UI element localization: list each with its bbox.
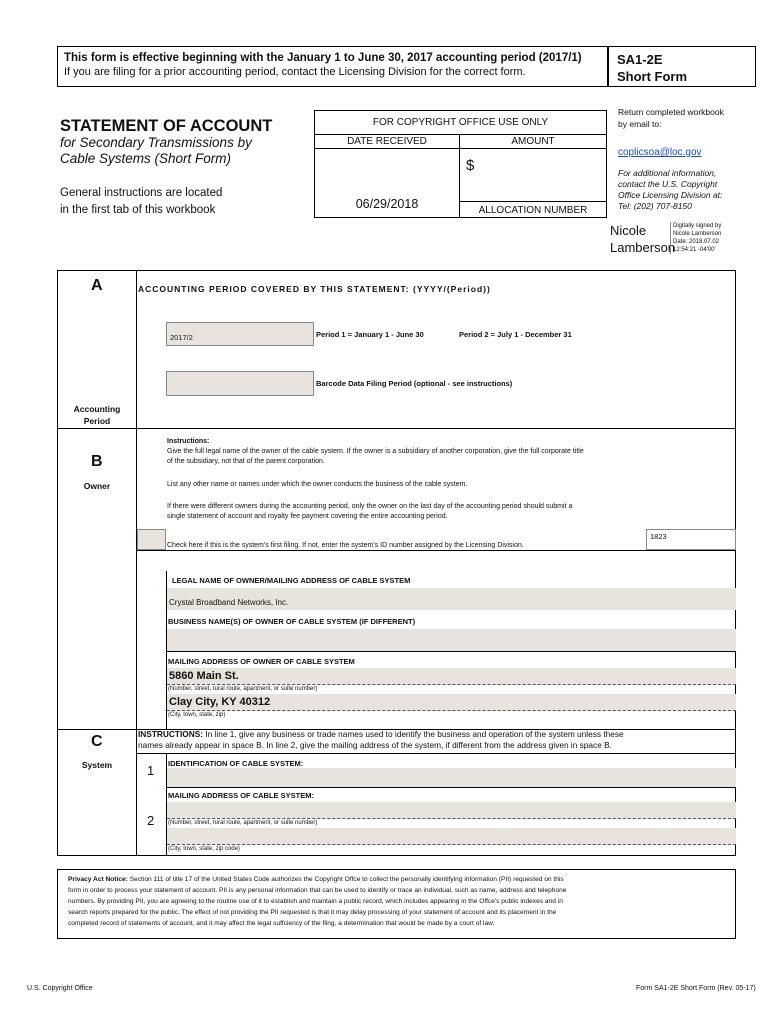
sig-d2: Nicole Lamberson xyxy=(673,231,722,237)
date-received-value: 06/29/2018 xyxy=(355,197,419,211)
privacy-notice xyxy=(57,869,736,939)
section-b-letter: B xyxy=(91,453,103,470)
main-form-frame xyxy=(57,270,736,856)
period-value: 2017/2 xyxy=(170,333,193,342)
instr-rest: In line 1, give any business or trade names used to identify the business and operation of the system unless these xyxy=(203,729,624,739)
identification-input[interactable] xyxy=(167,768,736,787)
addl-line3: Office Licensing Division at: xyxy=(618,190,723,200)
acct-label2: Period xyxy=(83,416,111,426)
effective-line: This form is effective beginning with the January 1 to June 30, 2017 accounting period (2017/1) xyxy=(64,52,582,64)
form-code: SA1-2E xyxy=(617,52,663,67)
left-column-divider xyxy=(136,271,137,856)
first-filing-checkbox[interactable] xyxy=(137,529,166,550)
section-c-label: System xyxy=(81,760,113,770)
section-b-label: Owner xyxy=(83,481,111,491)
page-title: STATEMENT OF ACCOUNT xyxy=(60,117,273,135)
mailing-address-label: MAILING ADDRESS OF OWNER OF CABLE SYSTEM xyxy=(168,657,355,666)
barcode-label: Barcode Data Filing Period (optional - see instructions) xyxy=(316,379,513,388)
business-name-input[interactable] xyxy=(167,629,736,651)
system-city-hint: (City, town, state, zip code) xyxy=(168,846,240,852)
instr-bold: INSTRUCTIONS: xyxy=(138,729,203,739)
page-subtitle xyxy=(60,135,310,167)
signature-details xyxy=(670,222,721,254)
street-hint: (Number, street, rural route, apartment, or suite number) xyxy=(168,686,318,692)
section-a-heading: ACCOUNTING PERIOD COVERED BY THIS STATEMENT: (YYYY/(Period)) xyxy=(138,284,491,294)
subtitle-line1: for Secondary Transmissions by xyxy=(60,135,252,150)
section-a-letter: A xyxy=(91,277,103,294)
street-value: 5860 Main St. xyxy=(169,670,239,682)
date-received-cell xyxy=(315,135,460,218)
return-line1: Return completed workbook xyxy=(618,107,724,117)
date-received-label: DATE RECEIVED xyxy=(315,135,459,149)
section-a-bottom xyxy=(58,428,736,429)
return-info xyxy=(618,106,758,130)
signature-first: Nicole xyxy=(610,223,647,238)
owner-instructions xyxy=(167,437,727,522)
system-city-input[interactable] xyxy=(167,828,736,845)
acct-label1: Accounting xyxy=(73,404,121,414)
section-c-letter: C xyxy=(91,733,103,750)
identification-label: IDENTIFICATION OF CABLE SYSTEM: xyxy=(168,759,304,768)
subtitle-line2: Cable Systems (Short Form) xyxy=(60,151,232,166)
instr5: single statement of account and royalty fee payment covering the entire accounting period. xyxy=(167,513,448,520)
gen-line1: General instructions are located xyxy=(60,187,223,199)
section-a-label xyxy=(58,403,136,427)
system-street-hint: (Number, street, rural route, apartment, or suite number) xyxy=(168,820,318,826)
street-input[interactable] xyxy=(167,668,736,685)
instr-line2: names already appear in space B. In line 2, give the mailing address of the system, if different from the address given in space B. xyxy=(138,740,612,750)
footer-left: U.S. Copyright Office xyxy=(27,985,93,992)
sig-d4: 12:54:21 -04'00' xyxy=(673,247,716,253)
instr1: Give the full legal name of the owner of the cable system. If the owner is a subsidiary of another corporation, give the full corporate title xyxy=(167,448,584,455)
period2-note: Period 2 = July 1 - December 31 xyxy=(459,330,572,339)
signature-name xyxy=(610,222,675,256)
instr2: of the subsidiary, not that of the parent corporation. xyxy=(167,458,325,465)
privacy-l1: Section 111 of title 17 of the United States Code authorizes the Copyright Offce to collect the personally identifying information (PII) requested on this xyxy=(127,876,564,883)
privacy-l4: search reports prepared for the public. The effect of not providing the PII requested is that it may delay processing of your statement of account and its placement in the xyxy=(68,909,557,916)
business-name-label: BUSINESS NAME(S) OF OWNER OF CABLE SYSTEM (IF DIFFERENT) xyxy=(168,617,416,626)
office-use-heading: FOR COPYRIGHT OFFICE USE ONLY xyxy=(315,111,606,135)
system-id-value: 1823 xyxy=(650,532,667,541)
barcode-input[interactable] xyxy=(166,371,314,396)
city-input[interactable] xyxy=(167,694,736,711)
legal-name-value: Crystal Broadband Networks, Inc. xyxy=(169,598,289,607)
b-divider-1 xyxy=(137,550,736,551)
office-use-box xyxy=(314,110,607,218)
privacy-bold: Privacy Act Notice: xyxy=(68,876,128,883)
system-mailing-label: MAILING ADDRESS OF CABLE SYSTEM: xyxy=(168,791,314,800)
legal-name-label: LEGAL NAME OF OWNER/MAILING ADDRESS OF CABLE SYSTEM xyxy=(172,576,411,585)
instr-head: Instructions: xyxy=(167,438,210,445)
effective-notice xyxy=(57,46,608,87)
b-divider-2 xyxy=(167,651,736,652)
system-street-input[interactable] xyxy=(167,802,736,819)
period-input[interactable] xyxy=(166,322,314,346)
email-link[interactable]: coplicsoa@loc.gov xyxy=(618,147,702,158)
legal-name-input[interactable] xyxy=(167,588,736,610)
sig-d3: Date: 2018.07.02 xyxy=(673,239,720,245)
additional-info xyxy=(618,168,758,212)
c-divider-1 xyxy=(137,753,736,754)
city-value: Clay City, KY 40312 xyxy=(169,696,271,708)
return-line2: by email to: xyxy=(618,119,662,129)
general-instructions-note xyxy=(60,185,222,219)
privacy-l3: numbers. By providing PII, you are agreeing to the routine use of it to establish and maintain a public record, which includes appearing in the Offce's public indexes and in xyxy=(68,898,563,905)
amount-label: AMOUNT xyxy=(460,135,606,149)
instr4: If there were different owners during the accounting period, only the owner on the last day of the accounting period should submit a xyxy=(167,503,573,510)
gen-line2: in the first tab of this workbook xyxy=(60,204,216,216)
c-divider-2 xyxy=(167,787,736,788)
addl-line1: For additional information, xyxy=(618,168,717,178)
signature-last: Lamberson xyxy=(610,240,676,255)
addl-line4: Tel: (202) 707-8150 xyxy=(618,201,692,211)
allocation-number-label: ALLOCATION NUMBER xyxy=(460,201,606,218)
prior-period-line: If you are filing for a prior accounting period, contact the Licensing Division for the correct form. xyxy=(64,66,526,78)
first-filing-label: Check here if this is the system's first filing. If not, enter the system's ID number assigned by the Licensing Division. xyxy=(167,542,524,549)
line2-number: 2 xyxy=(147,813,155,828)
sig-d1: Digitally signed by xyxy=(673,223,722,229)
system-instructions xyxy=(138,729,733,751)
system-id-input[interactable] xyxy=(646,529,736,550)
line1-number: 1 xyxy=(147,763,155,778)
footer-right: Form SA1-2E Short Form (Rev. 05-17) xyxy=(636,985,756,992)
period1-note: Period 1 = January 1 - June 30 xyxy=(316,330,424,339)
addl-line2: contact the U.S. Copyright xyxy=(618,179,718,189)
instr3: List any other name or names under which the owner conducts the business of the cable system. xyxy=(167,481,468,488)
amount-cell xyxy=(460,135,606,218)
privacy-l2: form in order to process your statement of account. PII is any personal information that can be used to identify or trace an individual, such as name, address and telephone xyxy=(68,887,567,894)
dollar-sign: $ xyxy=(466,157,475,174)
privacy-l5: completed record of statements of account, and it may affect the legal suffciency of the fling, a determination that would be made by a court of law. xyxy=(68,920,495,927)
form-code-box xyxy=(608,46,756,87)
city-hint: (City, town, state, zip) xyxy=(168,712,226,718)
form-type: Short Form xyxy=(617,69,688,84)
